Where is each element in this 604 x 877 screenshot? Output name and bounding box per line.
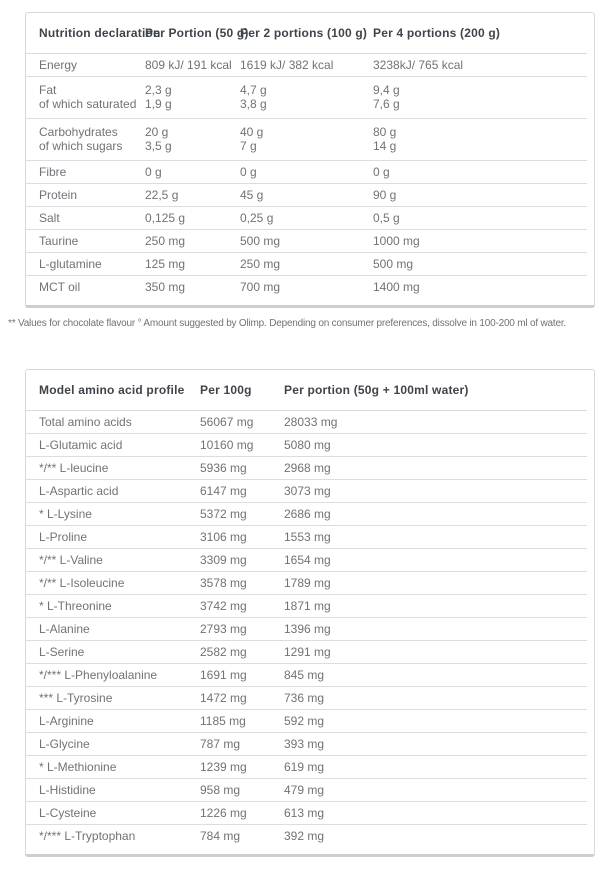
value-cell: 0,125 g (132, 207, 227, 230)
value-cell: 2686 mg (271, 503, 587, 526)
value-cell: 3073 mg (271, 480, 587, 503)
value-cell: 0 g (227, 161, 360, 184)
table-row (26, 802, 587, 825)
table-row (26, 572, 587, 595)
value-cell: 350 mg (145, 280, 186, 294)
table-row (26, 779, 587, 802)
value-cell: 0,25 g (227, 207, 360, 230)
table-row (26, 54, 587, 77)
value-cell: 1691 mg (187, 664, 271, 687)
value-cell: 500 mg (360, 253, 587, 276)
amino-acid-profile-table (26, 370, 587, 847)
value-cell: 1000 mg (360, 230, 587, 253)
value-cell: 6147 mg (187, 480, 271, 503)
table-row (26, 595, 587, 618)
table-row (26, 411, 587, 434)
row-label-cell: */*** L-Phenyloalanine (26, 664, 187, 687)
table-row (26, 207, 587, 230)
value-cell: 3742 mg (187, 595, 271, 618)
row-label-cell: Taurine (26, 230, 132, 253)
table-row (26, 756, 587, 779)
value-cell: 2968 mg (271, 457, 587, 480)
row-label-cell: Salt (26, 207, 132, 230)
table-row (26, 825, 587, 848)
table-row (26, 77, 587, 119)
row-label-cell: L-Glutamic acid (26, 434, 187, 457)
table-row (26, 434, 587, 457)
nutrition-declaration-table (26, 13, 587, 298)
row-label-cell: L-glutamine (26, 253, 132, 276)
value-cell: 393 mg (271, 733, 587, 756)
row-label-cell: L-Glycine (26, 733, 187, 756)
row-label-cell: Carbohydrates of which sugars (26, 119, 132, 161)
value-cell: 2793 mg (187, 618, 271, 641)
value-cell: 1291 mg (271, 641, 587, 664)
value-cell: 250 mg (227, 253, 360, 276)
value-cell: 0 g (132, 161, 227, 184)
table-row (26, 733, 587, 756)
value-cell: 5080 mg (271, 434, 587, 457)
value-cell: 2582 mg (187, 641, 271, 664)
value-cell: 592 mg (271, 710, 587, 733)
value-cell: 809 kJ/ 191 kcal (132, 54, 227, 77)
amino-acid-profile-card (25, 369, 595, 857)
table-row (26, 230, 587, 253)
row-label-cell: Protein (26, 184, 132, 207)
value-cell: 45 g (227, 184, 360, 207)
value-cell: 2,3 g 1,9 g (132, 77, 227, 119)
value-cell: 619 mg (271, 756, 587, 779)
row-label-cell: Total amino acids (26, 411, 187, 434)
value-cell: 958 mg (187, 779, 271, 802)
value-cell: 10160 mg (187, 434, 271, 457)
value-cell: 22,5 g (132, 184, 227, 207)
row-label-cell: MCT oil (39, 280, 81, 294)
value-cell: 80 g 14 g (360, 119, 587, 161)
table-row (26, 618, 587, 641)
flavour-footnote: ** Values for chocolate flavour ° Amount suggested by Olimp. Depending on consumer preferences, dissolve in 100-200 ml of water. (8, 318, 566, 329)
value-cell: 784 mg (200, 829, 241, 843)
value-cell: 1553 mg (271, 526, 587, 549)
value-cell: 9,4 g 7,6 g (360, 77, 587, 119)
row-label-cell: * L-Methionine (26, 756, 187, 779)
value-cell: 250 mg (132, 230, 227, 253)
column-header: Per 4 portions (200 g) (360, 13, 587, 54)
value-cell: 125 mg (132, 253, 227, 276)
row-label-cell: * L-Threonine (26, 595, 187, 618)
header-row (26, 13, 587, 54)
nutrition-declaration-card (25, 12, 595, 308)
value-cell: 845 mg (271, 664, 587, 687)
value-cell: 700 mg (240, 280, 281, 294)
table-row (26, 184, 587, 207)
column-header: Per Portion (50 g) (132, 13, 227, 54)
row-label-cell: L-Serine (26, 641, 187, 664)
value-cell: 0,5 g (360, 207, 587, 230)
table-row (26, 480, 587, 503)
value-cell: 479 mg (271, 779, 587, 802)
table-row (26, 526, 587, 549)
row-label-cell: L-Histidine (26, 779, 187, 802)
value-cell: 1400 mg (373, 280, 420, 294)
value-cell: 1472 mg (187, 687, 271, 710)
column-header: Per 100g (187, 370, 271, 411)
value-cell: 1871 mg (271, 595, 587, 618)
value-cell: 4,7 g 3,8 g (227, 77, 360, 119)
value-cell: 5936 mg (187, 457, 271, 480)
table-row (26, 457, 587, 480)
value-cell: 1239 mg (187, 756, 271, 779)
row-label-cell: L-Cysteine (26, 802, 187, 825)
value-cell: 1789 mg (271, 572, 587, 595)
row-label-cell: L-Aspartic acid (26, 480, 187, 503)
table-row (26, 710, 587, 733)
value-cell: 1226 mg (187, 802, 271, 825)
row-label-cell: */** L-Valine (26, 549, 187, 572)
row-label-cell: *** L-Tyrosine (26, 687, 187, 710)
row-label-cell: */** L-leucine (26, 457, 187, 480)
value-cell: 3106 mg (187, 526, 271, 549)
value-cell: 28033 mg (271, 411, 587, 434)
value-cell: 613 mg (271, 802, 587, 825)
table-row (26, 687, 587, 710)
column-header: Per portion (50g + 100ml water) (271, 370, 587, 411)
table-row (26, 664, 587, 687)
value-cell: 20 g 3,5 g (132, 119, 227, 161)
row-label-cell: Energy (26, 54, 132, 77)
value-cell: 3578 mg (187, 572, 271, 595)
row-label-cell: Fibre (26, 161, 132, 184)
row-label-cell: L-Alanine (26, 618, 187, 641)
nutrition-facts-panel (0, 12, 604, 857)
table-row (26, 641, 587, 664)
row-label-cell: */*** L-Tryptophan (39, 829, 136, 843)
table-row (26, 161, 587, 184)
value-cell: 90 g (360, 184, 587, 207)
row-label-cell: Fat of which saturated (26, 77, 132, 119)
header-row (26, 370, 587, 411)
table-row (26, 119, 587, 161)
value-cell: 1396 mg (271, 618, 587, 641)
column-header: Nutrition declaration (26, 13, 132, 54)
value-cell: 3309 mg (187, 549, 271, 572)
value-cell: 500 mg (227, 230, 360, 253)
row-label-cell: * L-Lysine (26, 503, 187, 526)
table-row (26, 276, 587, 299)
table-row (26, 549, 587, 572)
value-cell: 40 g 7 g (227, 119, 360, 161)
value-cell: 787 mg (187, 733, 271, 756)
value-cell: 56067 mg (187, 411, 271, 434)
value-cell: 392 mg (284, 829, 325, 843)
table-row (26, 503, 587, 526)
row-label-cell: L-Proline (26, 526, 187, 549)
column-header: Model amino acid profile (26, 370, 187, 411)
value-cell: 736 mg (271, 687, 587, 710)
row-label-cell: L-Arginine (26, 710, 187, 733)
value-cell: 1654 mg (271, 549, 587, 572)
table-row (26, 253, 587, 276)
value-cell: 5372 mg (187, 503, 271, 526)
row-label-cell: */** L-Isoleucine (26, 572, 187, 595)
value-cell: 1185 mg (187, 710, 271, 733)
value-cell: 1619 kJ/ 382 kcal (227, 54, 360, 77)
value-cell: 0 g (360, 161, 587, 184)
column-header: Per 2 portions (100 g) (227, 13, 360, 54)
value-cell: 3238kJ/ 765 kcal (360, 54, 587, 77)
